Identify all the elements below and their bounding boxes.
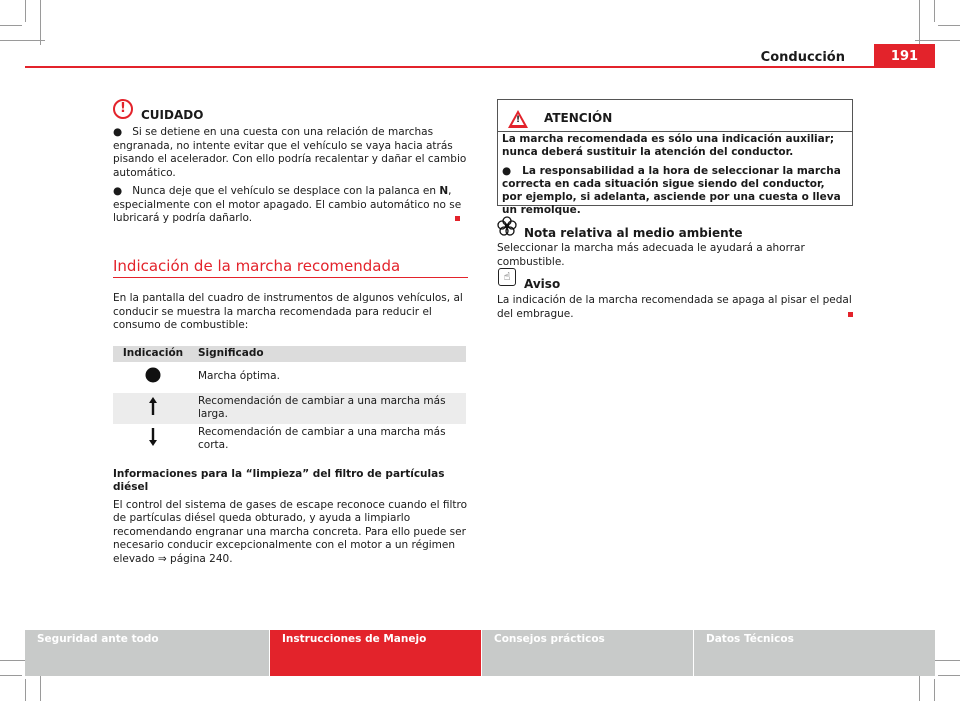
cuidado-title: CUIDADO	[141, 108, 204, 122]
table-cell-text: Marcha óptima.	[198, 370, 280, 383]
section-rule	[113, 277, 468, 278]
arrow-up-icon	[113, 393, 193, 424]
footer-tab-instrucciones[interactable]: Instrucciones de Manejo	[270, 630, 481, 676]
medio-ambiente-title: Nota relativa al medio ambiente	[524, 226, 743, 240]
table-header-significado: Significado	[193, 346, 466, 362]
header-rule	[25, 66, 935, 68]
table-row	[113, 424, 466, 455]
environment-flower-icon	[497, 216, 517, 236]
warning-triangle-icon: !	[508, 110, 528, 128]
atencion-divider	[498, 131, 852, 132]
cuidado-bullet-1	[113, 126, 468, 180]
gear-letter: N	[439, 185, 449, 197]
end-of-section-mark	[455, 216, 460, 221]
table-header-row	[113, 346, 466, 362]
note-hand-icon: ☝	[498, 268, 516, 286]
table-row	[113, 393, 466, 424]
footer-tab-consejos[interactable]: Consejos prácticos	[482, 630, 693, 676]
end-of-section-mark	[848, 312, 853, 317]
cuidado-bullet-2-rest: , especialmente con el motor apagado. El cambio automático no se lubricará y podría dañarlo.	[113, 185, 462, 224]
bullet-dot: ●	[113, 126, 133, 138]
crop-mark	[40, 0, 41, 45]
atencion-title: ATENCIÓN	[544, 111, 613, 125]
aviso-text: La indicación de la marcha recomendada se apaga al pisar el pedal del embrague.	[497, 294, 852, 320]
crop-mark	[934, 0, 935, 22]
table-header-indicacion: Indicación	[113, 346, 193, 362]
table-cell-text: Recomendación de cambiar a una marcha más corta.	[198, 425, 446, 451]
crop-mark	[25, 0, 26, 22]
section-title: Indicación de la marcha recomendada	[113, 256, 401, 275]
exclamation-circle-icon: !	[113, 99, 133, 119]
dpf-body: El control del sistema de gases de escape reconoce cuando el filtro de partículas diésel queda obturado, y ayuda a limpiarlo recomendando engranar una marcha concreta. Para ello puede ser necesario conducir excepcionalmente con el motor a un régimen elevado ⇒ página 240.	[113, 498, 468, 565]
left-column	[113, 99, 468, 566]
medio-ambiente-text: Seleccionar la marcha más adecuada le ayudará a ahorrar combustible.	[497, 242, 805, 268]
crop-mark	[0, 675, 22, 676]
atencion-bullet	[502, 165, 846, 218]
gear-indicator-table	[113, 346, 466, 455]
table-cell-text: Recomendación de cambiar a una marcha más larga.	[193, 393, 466, 424]
bullet-dot: ●	[113, 185, 133, 197]
crop-mark	[919, 0, 920, 45]
footer-tab-seguridad[interactable]: Seguridad ante todo	[25, 630, 269, 676]
cuidado-bullet-2	[113, 185, 468, 226]
crop-mark	[915, 40, 960, 41]
crop-mark	[934, 679, 935, 701]
aviso-title: Aviso	[524, 277, 561, 291]
atencion-text: La marcha recomendada es sólo una indicación auxiliar; nunca deberá sustituir la atención del conductor.	[502, 133, 835, 159]
page-number: 191	[874, 44, 935, 68]
cuidado-heading	[113, 99, 468, 123]
table-row	[113, 362, 466, 393]
atencion-box	[497, 99, 853, 217]
cuidado-bullet-2-text: Nunca deje que el vehículo se desplace con la palanca en	[132, 185, 440, 197]
running-header-title: Conducción	[760, 50, 845, 65]
crop-mark	[938, 675, 960, 676]
bullet-dot: ●	[502, 164, 523, 177]
section-intro: En la pantalla del cuadro de instrumentos de algunos vehículos, al conducir se muestra la marcha recomendada para reducir el consumo de combustible:	[113, 292, 463, 331]
crop-mark	[938, 25, 960, 26]
crop-mark	[0, 25, 22, 26]
cuidado-bullet-1-text: Si se detiene en una cuesta con una relación de marchas engranada, no intente evitar que el vehículo se vaya hacia atrás pisando el acelerador. Con ello podría recalentar y dañar el cambio automático.	[113, 126, 467, 179]
dpf-heading: Informaciones para la “limpieza” del filtro de partículas diésel	[113, 467, 445, 493]
arrow-down-icon	[113, 424, 193, 455]
filled-circle-icon	[113, 362, 193, 393]
crop-mark	[0, 40, 45, 41]
crop-mark	[25, 679, 26, 701]
atencion-bullet-text: La responsabilidad a la hora de seleccionar la marcha correcta en cada situación sigue siendo del conductor, por ejemplo, si adelanta, asciende por una cuesta o lleva un remolque.	[502, 164, 841, 217]
footer-tab-datos[interactable]: Datos Técnicos	[694, 630, 935, 676]
